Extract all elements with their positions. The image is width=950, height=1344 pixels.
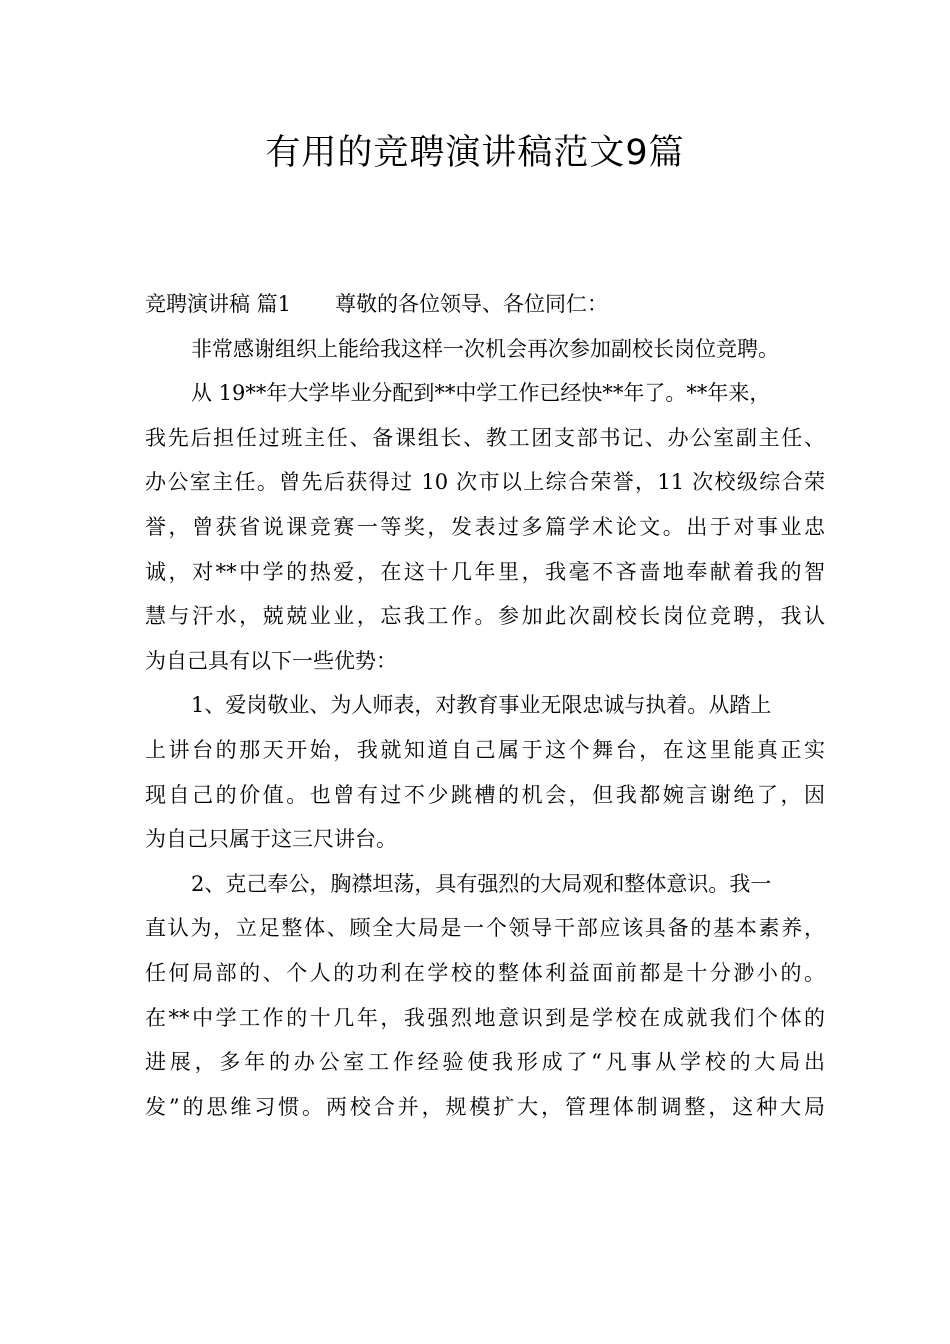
paragraph-line: 誉，曾获省说课竞赛一等奖，发表过多篇学术论文。出于对事业忠 (145, 514, 825, 539)
document-body (145, 282, 825, 1129)
paragraph-line: 任何局部的、个人的功利在学校的整体利益面前都是十分渺小的。 (145, 960, 825, 985)
section-label: 竞聘演讲稿 篇1 (145, 292, 292, 316)
paragraph-line: 为自己具有以下一些优势： (145, 648, 397, 673)
document-title: 有用的竞聘演讲稿范文9篇 (265, 133, 685, 173)
paragraph-line: 在**中学工作的十几年，我强烈地意识到是学校在成就我们个体的 (145, 1005, 825, 1030)
paragraph-line: 为自己只属于这三尺讲台。 (145, 827, 397, 852)
salutation: 尊敬的各位领导、各位同仁： (335, 292, 609, 316)
paragraph-line: 进展，多年的办公室工作经验使我形成了“凡事从学校的大局出 (145, 1050, 825, 1075)
paragraph-line: 非常感谢组织上能给我这样一次机会再次参加副校长岗位竞聘。 (191, 336, 779, 361)
paragraph-line: 发”的思维习惯。两校合并，规模扩大，管理体制调整，这种大局 (145, 1094, 825, 1119)
paragraph-line: 慧与汗水，兢兢业业，忘我工作。参加此次副校长岗位竞聘，我认 (145, 604, 825, 629)
paragraph-line: 直认为，立足整体、顾全大局是一个领导干部应该具备的基本素养， (145, 916, 825, 941)
paragraph-line: 上讲台的那天开始，我就知道自己属于这个舞台，在这里能真正实 (145, 737, 825, 762)
paragraph-line: 2、克己奉公，胸襟坦荡，具有强烈的大局观和整体意识。我一 (191, 871, 772, 896)
opening-line (145, 282, 825, 327)
paragraph-line: 1、爱岗敬业、为人师表，对教育事业无限忠诚与执着。从踏上 (191, 693, 772, 718)
paragraph-line: 现自己的价值。也曾有过不少跳槽的机会，但我都婉言谢绝了，因 (145, 782, 825, 807)
paragraph-line: 办公室主任。曾先后获得过 10 次市以上综合荣誉，11 次校级综合荣 (145, 470, 825, 495)
paragraph-line: 从 19**年大学毕业分配到**中学工作已经快**年了。**年来， (191, 381, 771, 406)
paragraph-line: 诚，对**中学的热爱，在这十几年里，我毫不吝啬地奉献着我的智 (145, 559, 825, 584)
paragraph-line: 我先后担任过班主任、备课组长、教工团支部书记、办公室副主任、 (145, 425, 825, 450)
